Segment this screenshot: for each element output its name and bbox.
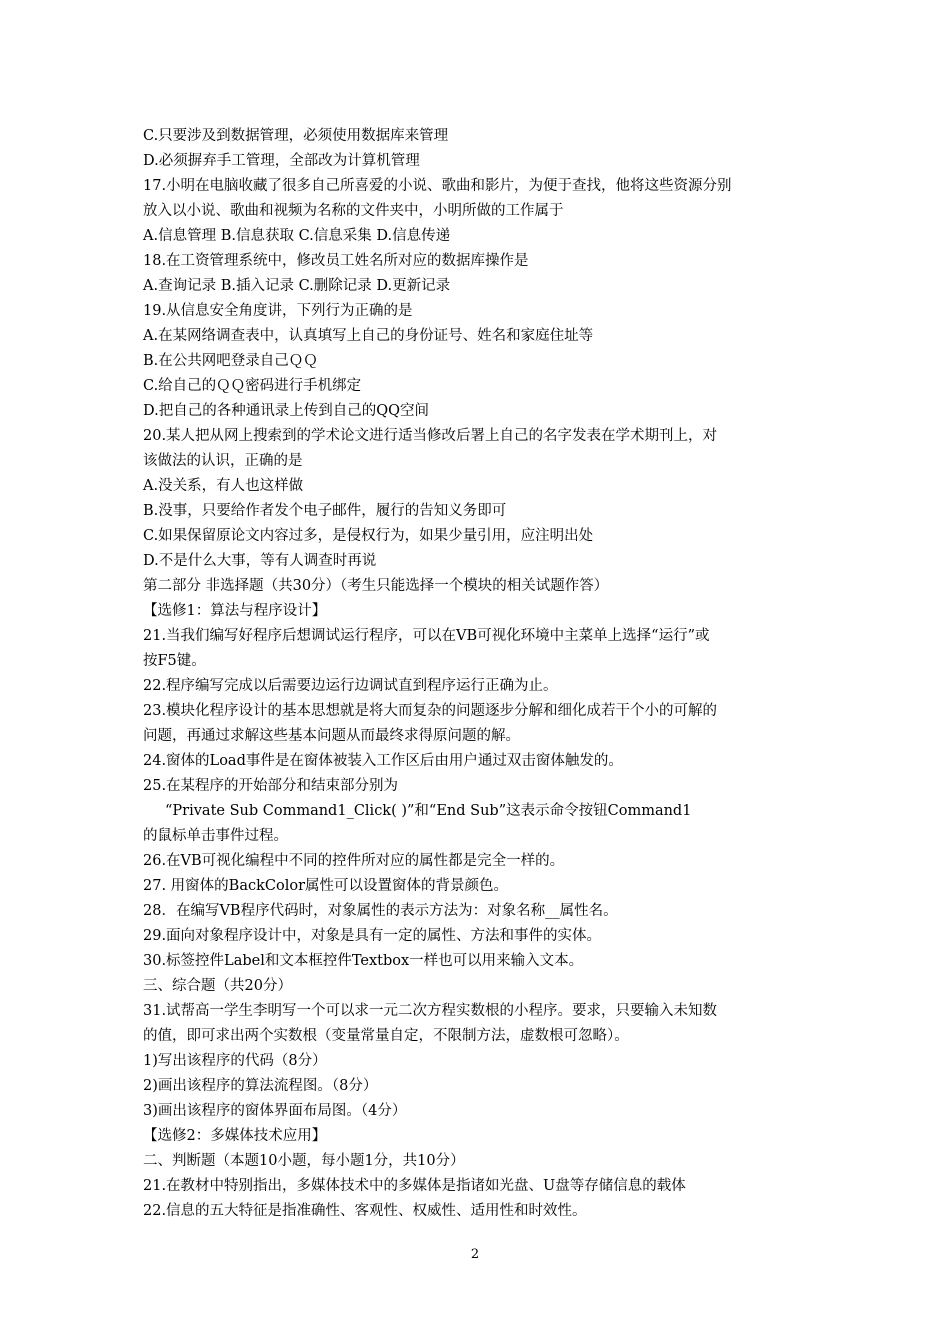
question-19: 19.从信息安全角度讲，下列行为正确的是 — [143, 303, 413, 319]
question-30: 30.标签控件Label和文本框控件Textbox一样也可以用来输入文本。 — [143, 953, 584, 969]
module-heading: 【选修1：算法与程序设计】 — [143, 603, 327, 619]
option-a: A.在某网络调查表中，认真填写上自己的身份证号、姓名和家庭住址等 — [143, 328, 594, 344]
question-28: 28．在编写VB程序代码时，对象属性的表示方法为：对象名称__属性名。 — [143, 903, 618, 919]
code-line: “Private Sub Command1_Click( )”和“End Sub”这表示命令按钮Command1 — [165, 803, 692, 819]
text-line: D.必须摒弃手工管理，全部改为计算机管理 — [143, 153, 420, 169]
module-heading: 【选修2：多媒体技术应用】 — [143, 1128, 327, 1144]
question-21: 21.当我们编写好程序后想调试运行程序，可以在VB可视化环境中主菜单上选择“运行”或 — [143, 628, 710, 644]
text-line: 该做法的认识，正确的是 — [143, 453, 303, 469]
question-29: 29.面向对象程序设计中，对象是具有一定的属性、方法和事件的实体。 — [143, 928, 602, 944]
question-18: 18.在工资管理系统中，修改员工姓名所对应的数据库操作是 — [143, 253, 529, 269]
question-24: 24.窗体的Load事件是在窗体被装入工作区后由用户通过双击窗体触发的。 — [143, 753, 623, 769]
sub-question: 2)画出该程序的算法流程图。（8分） — [143, 1078, 378, 1094]
sub-question: 1)写出该程序的代码（8分） — [143, 1053, 327, 1069]
options-line: A.信息管理 B.信息获取 C.信息采集 D.信息传递 — [143, 228, 451, 244]
text-line: 的鼠标单击事件过程。 — [143, 828, 288, 844]
text-line: C.只要涉及到数据管理，必须使用数据库来管理 — [143, 128, 449, 144]
option-a: A.没关系，有人也这样做 — [143, 478, 304, 494]
question-27: 27. 用窗体的BackColor属性可以设置窗体的背景颜色。 — [143, 878, 508, 894]
text-line: 问题，再通过求解这些基本问题从而最终求得原问题的解。 — [143, 728, 520, 744]
options-line: A.查询记录 B.插入记录 C.删除记录 D.更新记录 — [143, 278, 451, 294]
option-b: B.在公共网吧登录自己ＱＱ — [143, 353, 318, 369]
text-line: 放入以小说、歌曲和视频为名称的文件夹中，小明所做的工作属于 — [143, 203, 564, 219]
option-d: D.把自己的各种通讯录上传到自己的QQ空间 — [143, 403, 429, 419]
page-number: 2 — [470, 1247, 480, 1262]
option-b: B.没事，只要给作者发个电子邮件，履行的告知义务即可 — [143, 503, 507, 519]
sub-question: 3)画出该程序的窗体界面布局图。（4分） — [143, 1103, 407, 1119]
question-20: 20.某人把从网上搜索到的学术论文进行适当修改后署上自己的名字发表在学术期刊上，对 — [143, 428, 718, 444]
question-23: 23.模块化程序设计的基本思想就是将大而复杂的问题逐步分解和细化成若干个小的可解的 — [143, 703, 718, 719]
section-heading: 二、判断题（本题10小题，每小题1分，共10分） — [143, 1153, 465, 1169]
section-heading: 三、综合题（共20分） — [143, 978, 292, 994]
question-25: 25.在某程序的开始部分和结束部分别为 — [143, 778, 399, 794]
question-22: 22.程序编写完成以后需要边运行边调试直到程序运行正确为止。 — [143, 678, 558, 694]
text-line: 的值，即可求出两个实数根（变量常量自定，不限制方法，虚数根可忽略）。 — [143, 1028, 629, 1044]
option-c: C.如果保留原论文内容过多，是侵权行为，如果少量引用，应注明出处 — [143, 528, 594, 544]
question-26: 26.在VB可视化编程中不同的控件所对应的属性都是完全一样的。 — [143, 853, 565, 869]
text-line: 按F5键。 — [143, 653, 206, 669]
option-d: D.不是什么大事，等有人调查时再说 — [143, 553, 377, 569]
question-22: 22.信息的五大特征是指准确性、客观性、权威性、适用性和时效性。 — [143, 1203, 587, 1219]
question-31: 31.试帮高一学生李明写一个可以求一元二次方程实数根的小程序。要求，只要输入未知数 — [143, 1003, 718, 1019]
question-17: 17.小明在电脑收藏了很多自己所喜爱的小说、歌曲和影片，为便于查找，他将这些资源分别 — [143, 178, 732, 194]
option-c: C.给自己的ＱＱ密码进行手机绑定 — [143, 378, 362, 394]
question-21: 21.在教材中特别指出，多媒体技术中的多媒体是指诸如光盘、U盘等存储信息的载体 — [143, 1178, 686, 1194]
text-body — [143, 124, 823, 1224]
section-heading: 第二部分 非选择题（共30分）（考生只能选择一个模块的相关试题作答） — [143, 578, 609, 594]
